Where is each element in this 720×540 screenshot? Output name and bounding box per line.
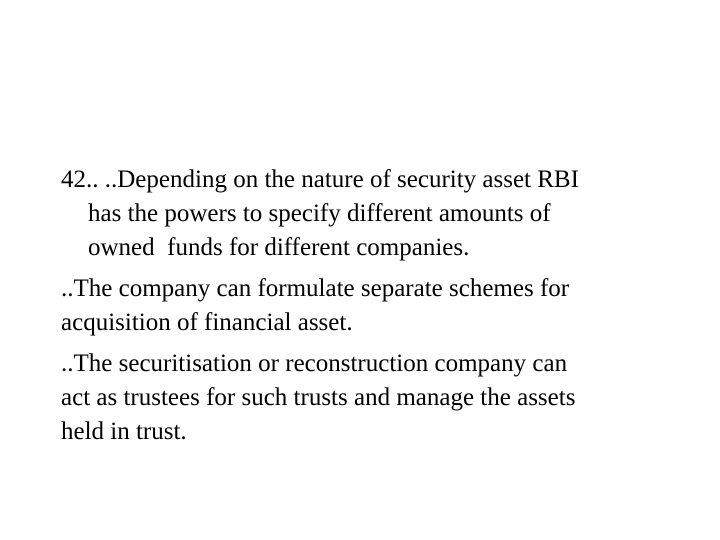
paragraph-trustees bbox=[61, 347, 701, 449]
paragraph-line: ..The securitisation or reconstruction company can bbox=[61, 350, 568, 377]
paragraph-line: owned funds for different companies. bbox=[88, 234, 470, 261]
paragraph-line: has the powers to specify different amounts of bbox=[88, 200, 551, 227]
slide-body-text bbox=[61, 163, 701, 456]
paragraph-rbi-powers bbox=[61, 163, 701, 265]
paragraph-line: held in trust. bbox=[61, 418, 187, 445]
paragraph-line: act as trustees for such trusts and manage the assets bbox=[61, 384, 576, 411]
paragraph-line: acquisition of financial asset. bbox=[61, 309, 353, 336]
paragraph-line: 42.. ..Depending on the nature of security asset RBI bbox=[61, 166, 579, 193]
paragraph-separate-schemes bbox=[61, 272, 701, 340]
paragraph-line: ..The company can formulate separate schemes for bbox=[61, 275, 570, 302]
